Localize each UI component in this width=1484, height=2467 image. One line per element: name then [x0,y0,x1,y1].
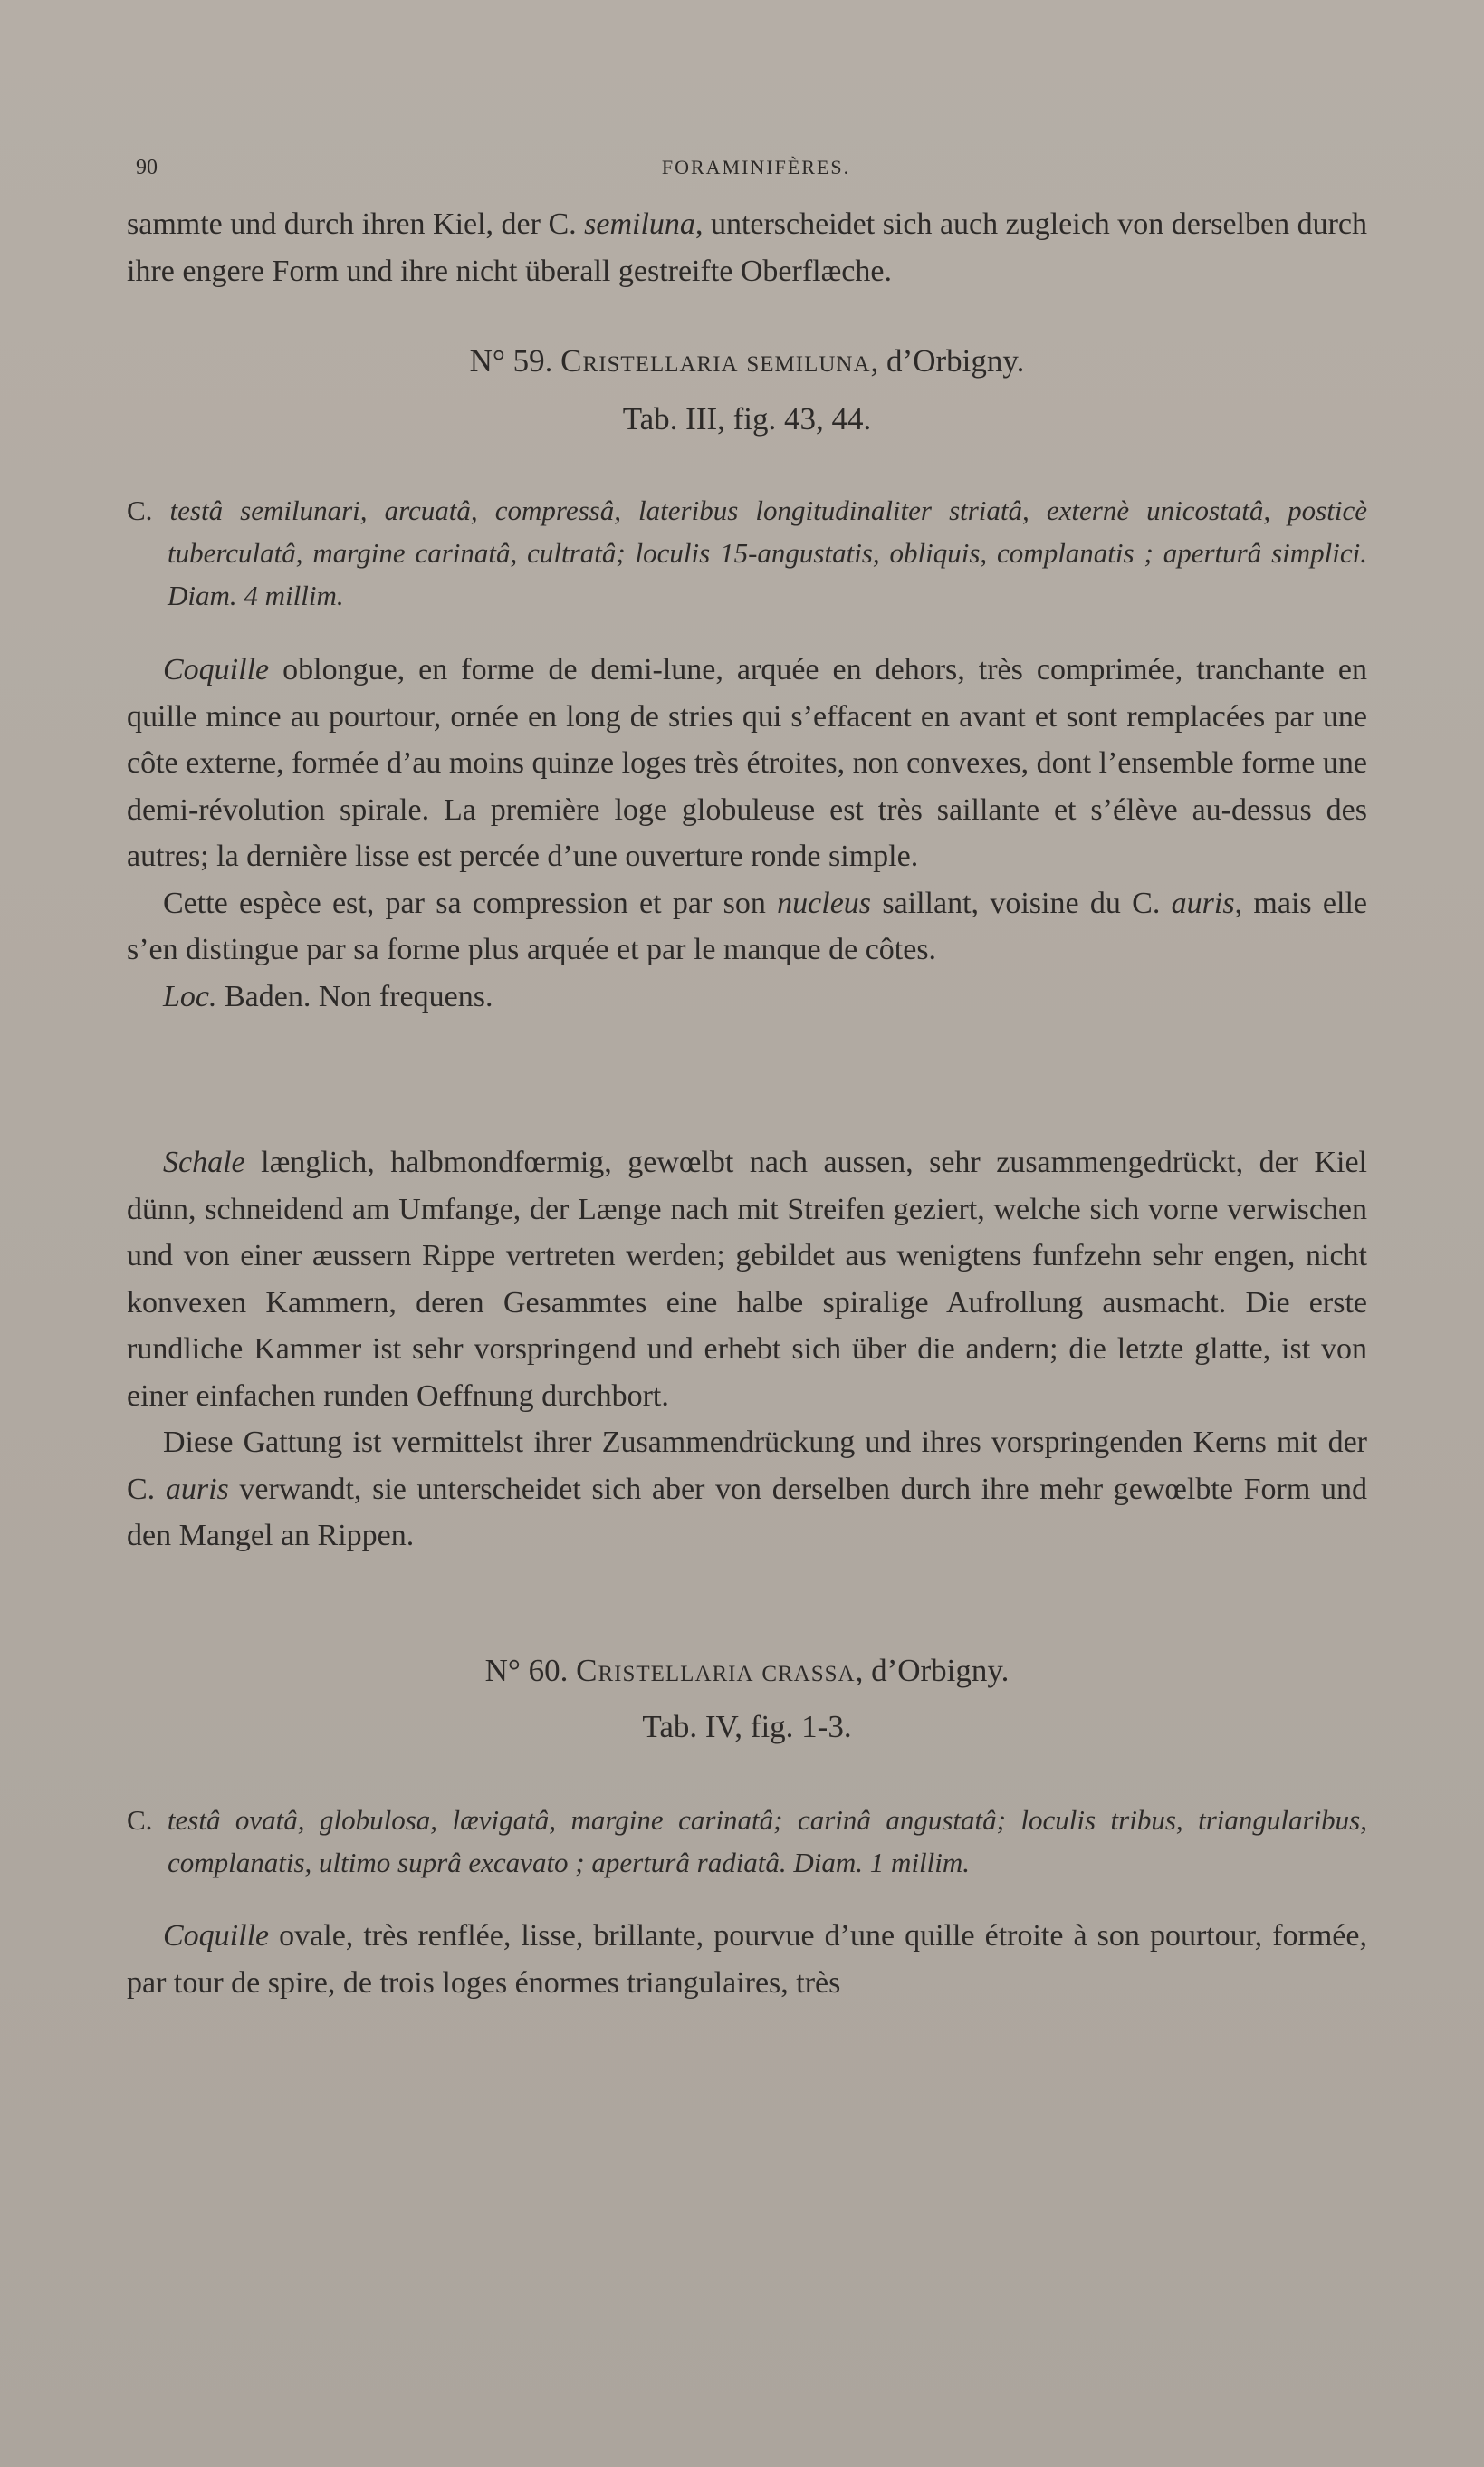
plate-reference-59: Tab. III, fig. 43, 44. [622,401,872,437]
species-heading-60 [127,1646,1367,1695]
french-paragraph-1: Coquille oblongue, en forme de demi-lune, arquée en dehors, très comprimée, tranchante en quille mince au pourtour, ornée en long de stries qui s’effacent en avant et sont remplacées par une côte externe, formée d’au moins quinze loges très étroites, non convexes, dont l’ensemble forme une demi-révolution spirale. La première loge globuleuse est très saillante et s’élève au-dessus des autres; la dernière lisse est percée d’une ouverture ronde simple. [127,653,1367,873]
continuation-text-a: sammte und durch ihren Kiel, der C. [127,207,577,241]
german-description-59 [127,1139,1367,1560]
page-number: 90 [136,156,158,179]
diagnosis-text: testâ ovatâ, globulosa, lævigatâ, margine carinatâ; carinâ angustatâ; loculis tribus, triangularibus, complanatis, ultimo suprâ excavato ; aperturâ radiatâ. Diam. 1 millim. [167,1804,1367,1878]
german-paragraph-2: Diese Gattung ist vermittelst ihrer Zusammendrückung und ihres vorspringenden Kerns mit der C. auris verwandt, sie unterscheidet sich aber von derselben durch ihre mehr gewœlbte Form und den Mangel an Rippen. [127,1425,1367,1552]
page-header [136,156,1376,192]
locality: Loc. Baden. Non frequens. [163,979,493,1013]
continuation-text-b: , unterscheidet sich auch zugleich von derselben durch ihre engere Form und ihre nicht überall gestreifte Oberflæche. [127,207,1367,288]
french-description-59 [127,647,1367,1020]
french-description-60 [127,1913,1367,2006]
diagnosis-text: testâ semilunari, arcuatâ, compressâ, lateribus longitudinaliter striatâ, externè unicostatâ, posticè tuberculatâ, margine carinatâ, cultratâ; loculis 15-angustatis, obliquis, complanatis ; aperturâ simplici. Diam. 4 millim. [168,494,1367,611]
genus-name: Cristellaria [576,1653,754,1688]
species-number: N° 60. [484,1653,569,1688]
author: , d’Orbigny. [870,343,1025,379]
species-number: N° 59. [469,343,553,379]
german-paragraph-1: Schale længlich, halbmondfœrmig, gewœlbt nach aussen, sehr zusammengedrückt, der Kiel dünn, schneidend am Umfange, der Længe nach mit Streifen geziert, welche sich vorne verwischen und von einer æussern Rippe vertreten werden; gebildet aus wenigtens funfzehn sehr engen, nicht konvexen Kammern, deren Gesammtes eine halbe spiralige Aufrollung ausmacht. Die erste rundliche Kammer ist sehr vorspringend und erhebt sich über die andern; die letzte glatte, ist von einer einfachen runden Oeffnung durchbort. [127,1146,1367,1413]
running-title: FORAMINIFÈRES. [661,156,851,178]
genus-name: Cristellaria [560,343,739,379]
plate-reference-60: Tab. IV, fig. 1-3. [642,1709,852,1744]
latin-diagnosis-60 [127,1799,1367,1884]
diagnosis-genus: C. [127,1804,153,1836]
species-name: semiluna [746,343,871,379]
french-paragraph-1: Coquille ovale, très renflée, lisse, brillante, pourvue d’une quille étroite à son pourtour, formée, par tour de spire, de trois loges énormes triangulaires, très [127,1919,1367,2000]
french-paragraph-2: Cette espèce est, par sa compression et par son nucleus saillant, voisine du C. auris, mais elle s’en distingue par sa forme plus arquée et par le manque de côtes. [127,886,1367,966]
diagnosis-genus: C. [127,494,153,526]
species-name: semiluna [584,207,695,241]
species-name: crassa [761,1653,856,1688]
latin-diagnosis-59 [127,489,1367,617]
author: , d’Orbigny. [855,1653,1010,1688]
species-heading-59 [127,337,1367,386]
continuation-paragraph [127,201,1367,294]
